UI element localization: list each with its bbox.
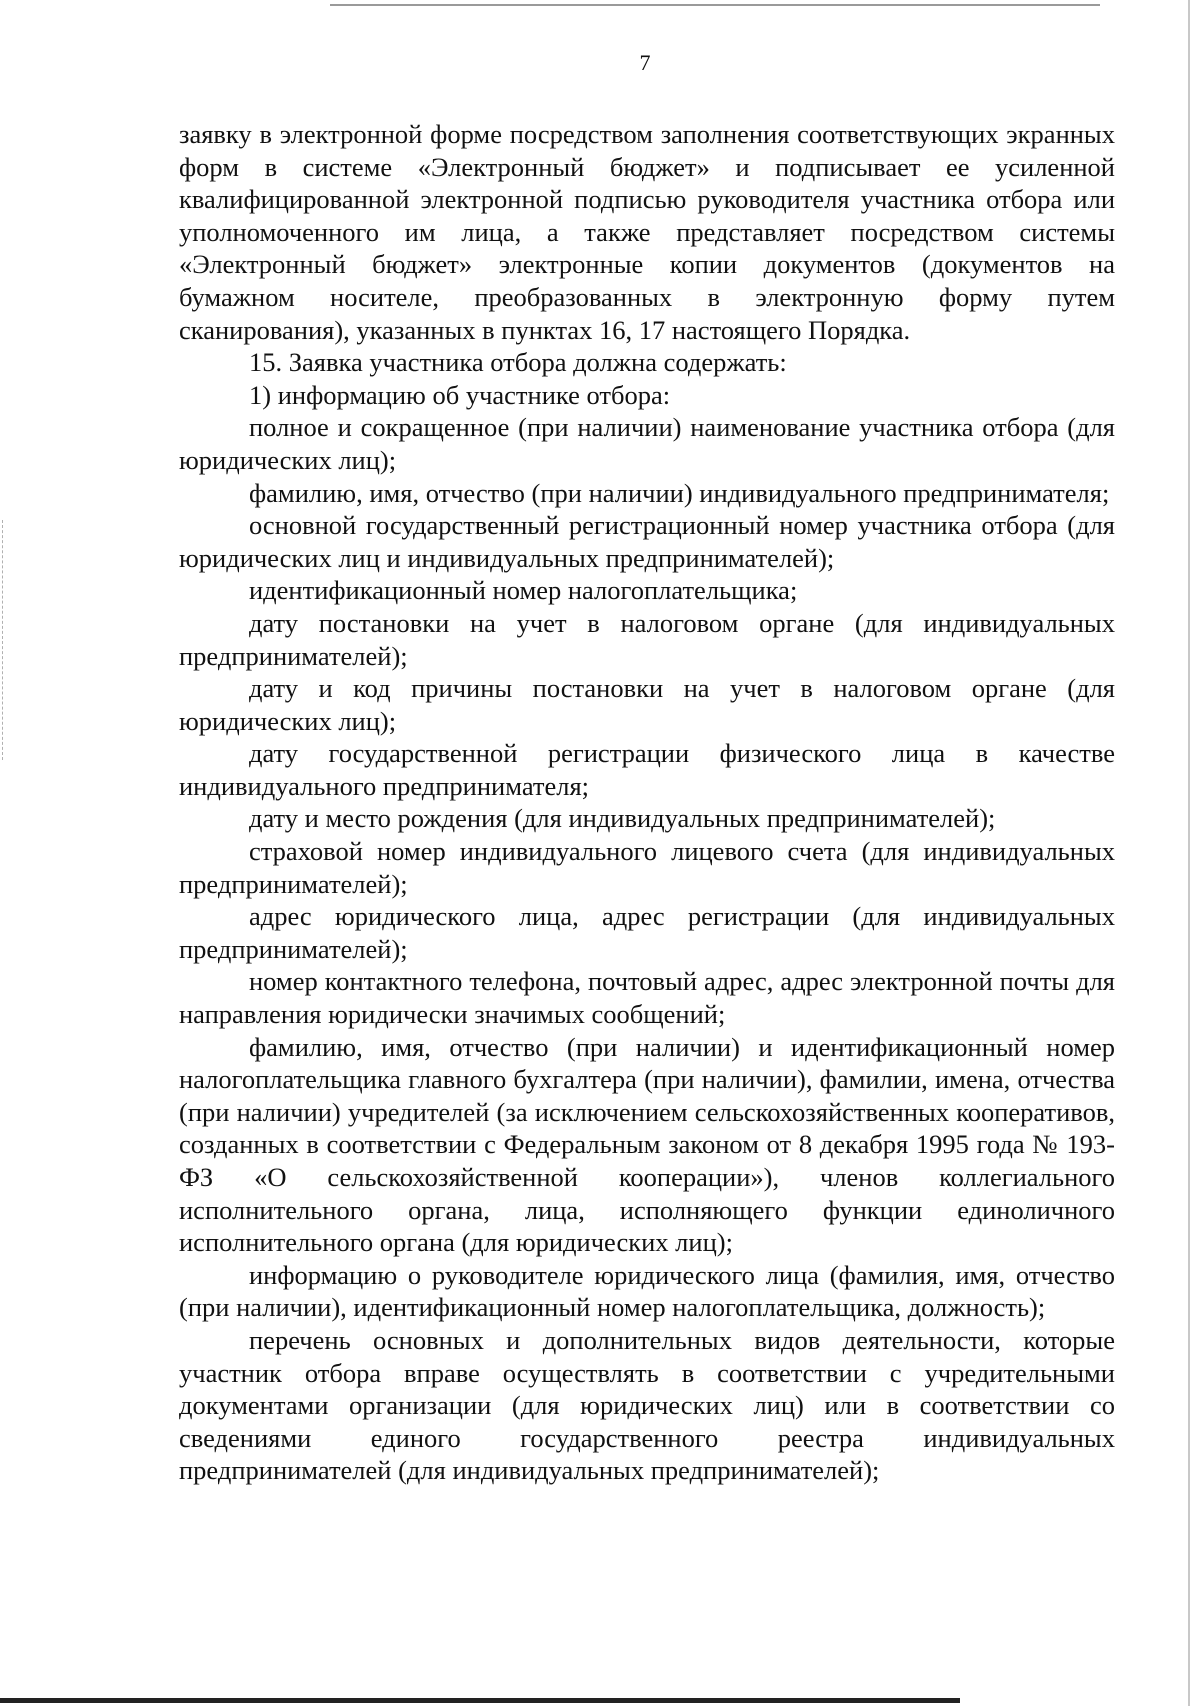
paragraph-item: дату государственной регистрации физического лица в качестве индивидуального предпринимателя; xyxy=(179,738,1115,801)
paragraph-item: адрес юридического лица, адрес регистрации (для индивидуальных предпринимателей); xyxy=(179,901,1115,964)
paragraph-item: информацию о руководителе юридического лица (фамилия, имя, отчество (при наличии), идентификационный номер налогоплательщика, должность); xyxy=(179,1259,1115,1323)
paragraph-item: идентификационный номер налогоплательщика; xyxy=(249,575,798,606)
paragraph-item: полное и сокращенное (при наличии) наименование участника отбора (для юридических лиц); xyxy=(179,412,1115,475)
scan-top-border-line xyxy=(330,4,1100,6)
paragraph-item: дату и место рождения (для индивидуальных предпринимателей); xyxy=(249,803,996,834)
paragraph-item: основной государственный регистрационный номер участника отбора (для юридических лиц и индивидуальных предпринимателей); xyxy=(179,510,1115,573)
page-number: 7 xyxy=(639,50,651,75)
paragraph-item: перечень основных и дополнительных видов деятельности, которые участник отбора вправе осуществлять в соответствии с учредительными документами организации (для юридических лиц) или в соответствии со сведениями единого государственного реестра индивидуальных предпринимателей (для индивидуальных предпринимателей); xyxy=(179,1324,1115,1486)
paragraph-continuation: заявку в электронной форме посредством заполнения соответствующих экранных форм в системе «Электронный бюджет» и подписывает ее усиленной квалифицированной электронной подписью руководителя участника отбора или уполномоченного им лица, а также представляет посредством системы «Электронный бюджет» электронные копии документов (документов на бумажном носителе, преобразованных в электронную форму путем сканирования), указанных в пунктах 16, 17 настоящего Порядка. xyxy=(179,119,1115,345)
paragraph-subclause-1: 1) информацию об участнике отбора: xyxy=(249,379,671,410)
paragraph-item: фамилию, имя, отчество (при наличии) и идентификационный номер налогоплательщика главного бухгалтера (при наличии), фамилии, имена, отчества (при наличии) учредителей (за исключением сельскохозяйственных кооперативов, созданных в соответствии с Федеральным законом от 8 декабря 1995 года № 193-ФЗ «О сельскохозяйственной кооперации»), членов коллегиального исполнительного органа, лица, исполняющего функции единоличного исполнительного органа (для юридических лиц); xyxy=(179,1031,1115,1258)
paragraph-item: дату и код причины постановки на учет в налоговом органе (для юридических лиц); xyxy=(179,673,1115,736)
document-body xyxy=(179,118,1115,1487)
paragraph-item: фамилию, имя, отчество (при наличии) индивидуального предпринимателя; xyxy=(249,477,1110,508)
paragraph-item: дату постановки на учет в налоговом органе (для индивидуальных предпринимателей); xyxy=(179,607,1115,671)
scan-right-edge-line xyxy=(1188,0,1190,1706)
paragraph-item: страховой номер индивидуального лицевого счета (для индивидуальных предпринимателей); xyxy=(179,836,1115,899)
scan-bottom-border-line xyxy=(0,1698,960,1703)
paragraph-item: номер контактного телефона, почтовый адрес, адрес электронной почты для направления юридически значимых сообщений; xyxy=(179,966,1115,1030)
scan-left-edge-marks xyxy=(2,520,4,760)
paragraph-clause-15: 15. Заявка участника отбора должна содержать: xyxy=(249,347,787,378)
